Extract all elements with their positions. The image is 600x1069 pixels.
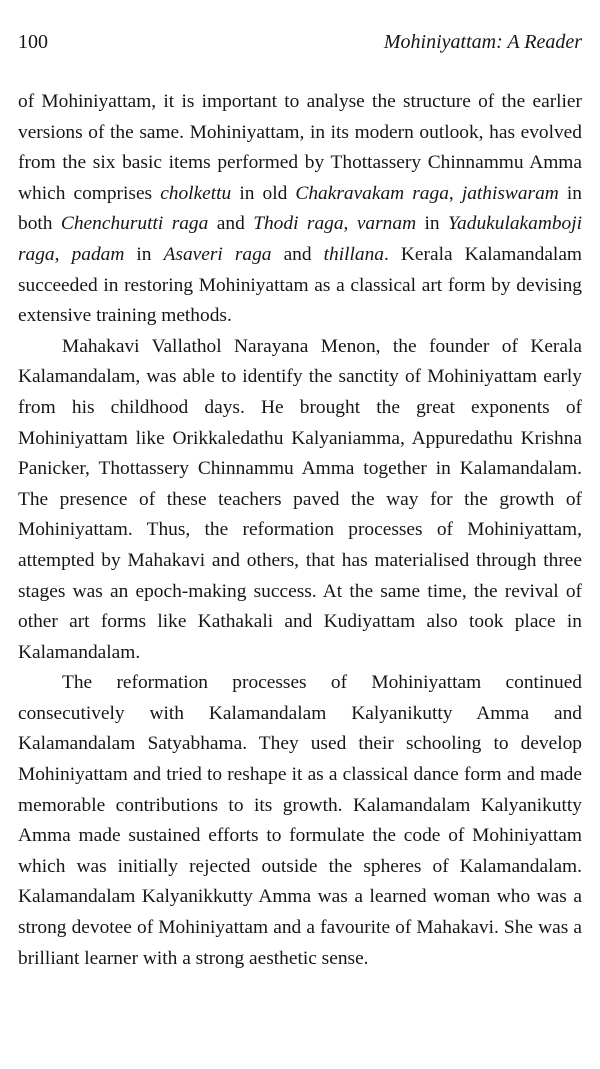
text-run: Mahakavi Vallathol Narayana Menon, the founder of Kerala Kalamandalam, was able to identify the sanctity of Mohiniyattam early from his childhood days. He brought the great exponents of Mohiniyattam like Orikkaledathu Kalyaniamma, Appuredathu Krishna Panicker, Thottassery Chinnammu Amma together in Kalamandalam. The presence of these teachers paved the way for the growth of Mohiniyattam. Thus, the reformation processes of Mohiniyattam, attempted by Mahakavi and others, that has materialised through three stages was an epoch-making success. At the same time, the revival of other art forms like Kathakali and Kudiyattam also took place in Kalamandalam.	[18, 335, 582, 663]
text-run: The reformation processes of Mohiniyattam continued consecutively with Kalamandalam Kalyanikutty Amma and Kalamandalam Satyabhama. They used their schooling to develop Mohiniyattam and tried to reshape it as a classical dance form and made memorable contributions to its growth. Kalamandalam Kalyanikutty Amma made sustained efforts to formulate the code of Mohiniyattam which was initially rejected outside the spheres of Kalamandalam. Kalamandalam Kalyanikkutty Amma was a learned woman who was a strong devotee of Mohiniyattam and a favourite of Mahakavi. She was a brilliant learner with a strong aesthetic sense.	[18, 672, 582, 969]
page-number: 100	[18, 31, 48, 53]
paragraph-2	[18, 332, 582, 669]
paragraph-1	[18, 87, 582, 332]
italic-term: padam	[71, 243, 125, 265]
italic-term: cholkettu	[160, 182, 232, 204]
text-run: in	[124, 243, 164, 265]
italic-term: varnam	[356, 213, 417, 235]
italic-term: jathiswaram	[461, 182, 559, 204]
text-run: of Mohiniyattam, it is important to analyse the structure of the earlier versions of the same. Mohiniyattam, in its modern outlook, has evolved from the six basic items performed by Thottassery Chinnammu Amma which comprises	[18, 91, 582, 204]
text-run: ,	[54, 243, 72, 265]
text-run: . Kerala Kalamandalam succeeded in restoring Mohiniyattam as a classical art form by devising extensive training methods.	[18, 243, 583, 327]
book-title: Mohiniyattam: A Reader	[383, 31, 582, 53]
text-run: in	[416, 213, 449, 235]
text-run: in old	[231, 182, 296, 204]
italic-term: Thodi raga	[253, 213, 344, 235]
paragraph-3	[18, 668, 582, 974]
italic-term: Chenchurutti raga	[60, 213, 209, 235]
text-run: ,	[448, 182, 462, 204]
text-run: ,	[343, 213, 357, 235]
italic-term: Chakravakam raga	[295, 182, 449, 204]
text-run: in both	[18, 182, 582, 235]
text-run: and	[208, 213, 254, 235]
text-run: and	[271, 243, 324, 265]
italic-term: Yadukulakamboji raga	[18, 213, 582, 265]
italic-term: Asaveri raga	[163, 243, 272, 265]
italic-term: thillana	[323, 243, 384, 265]
body-text	[18, 87, 582, 974]
running-head	[18, 30, 582, 54]
